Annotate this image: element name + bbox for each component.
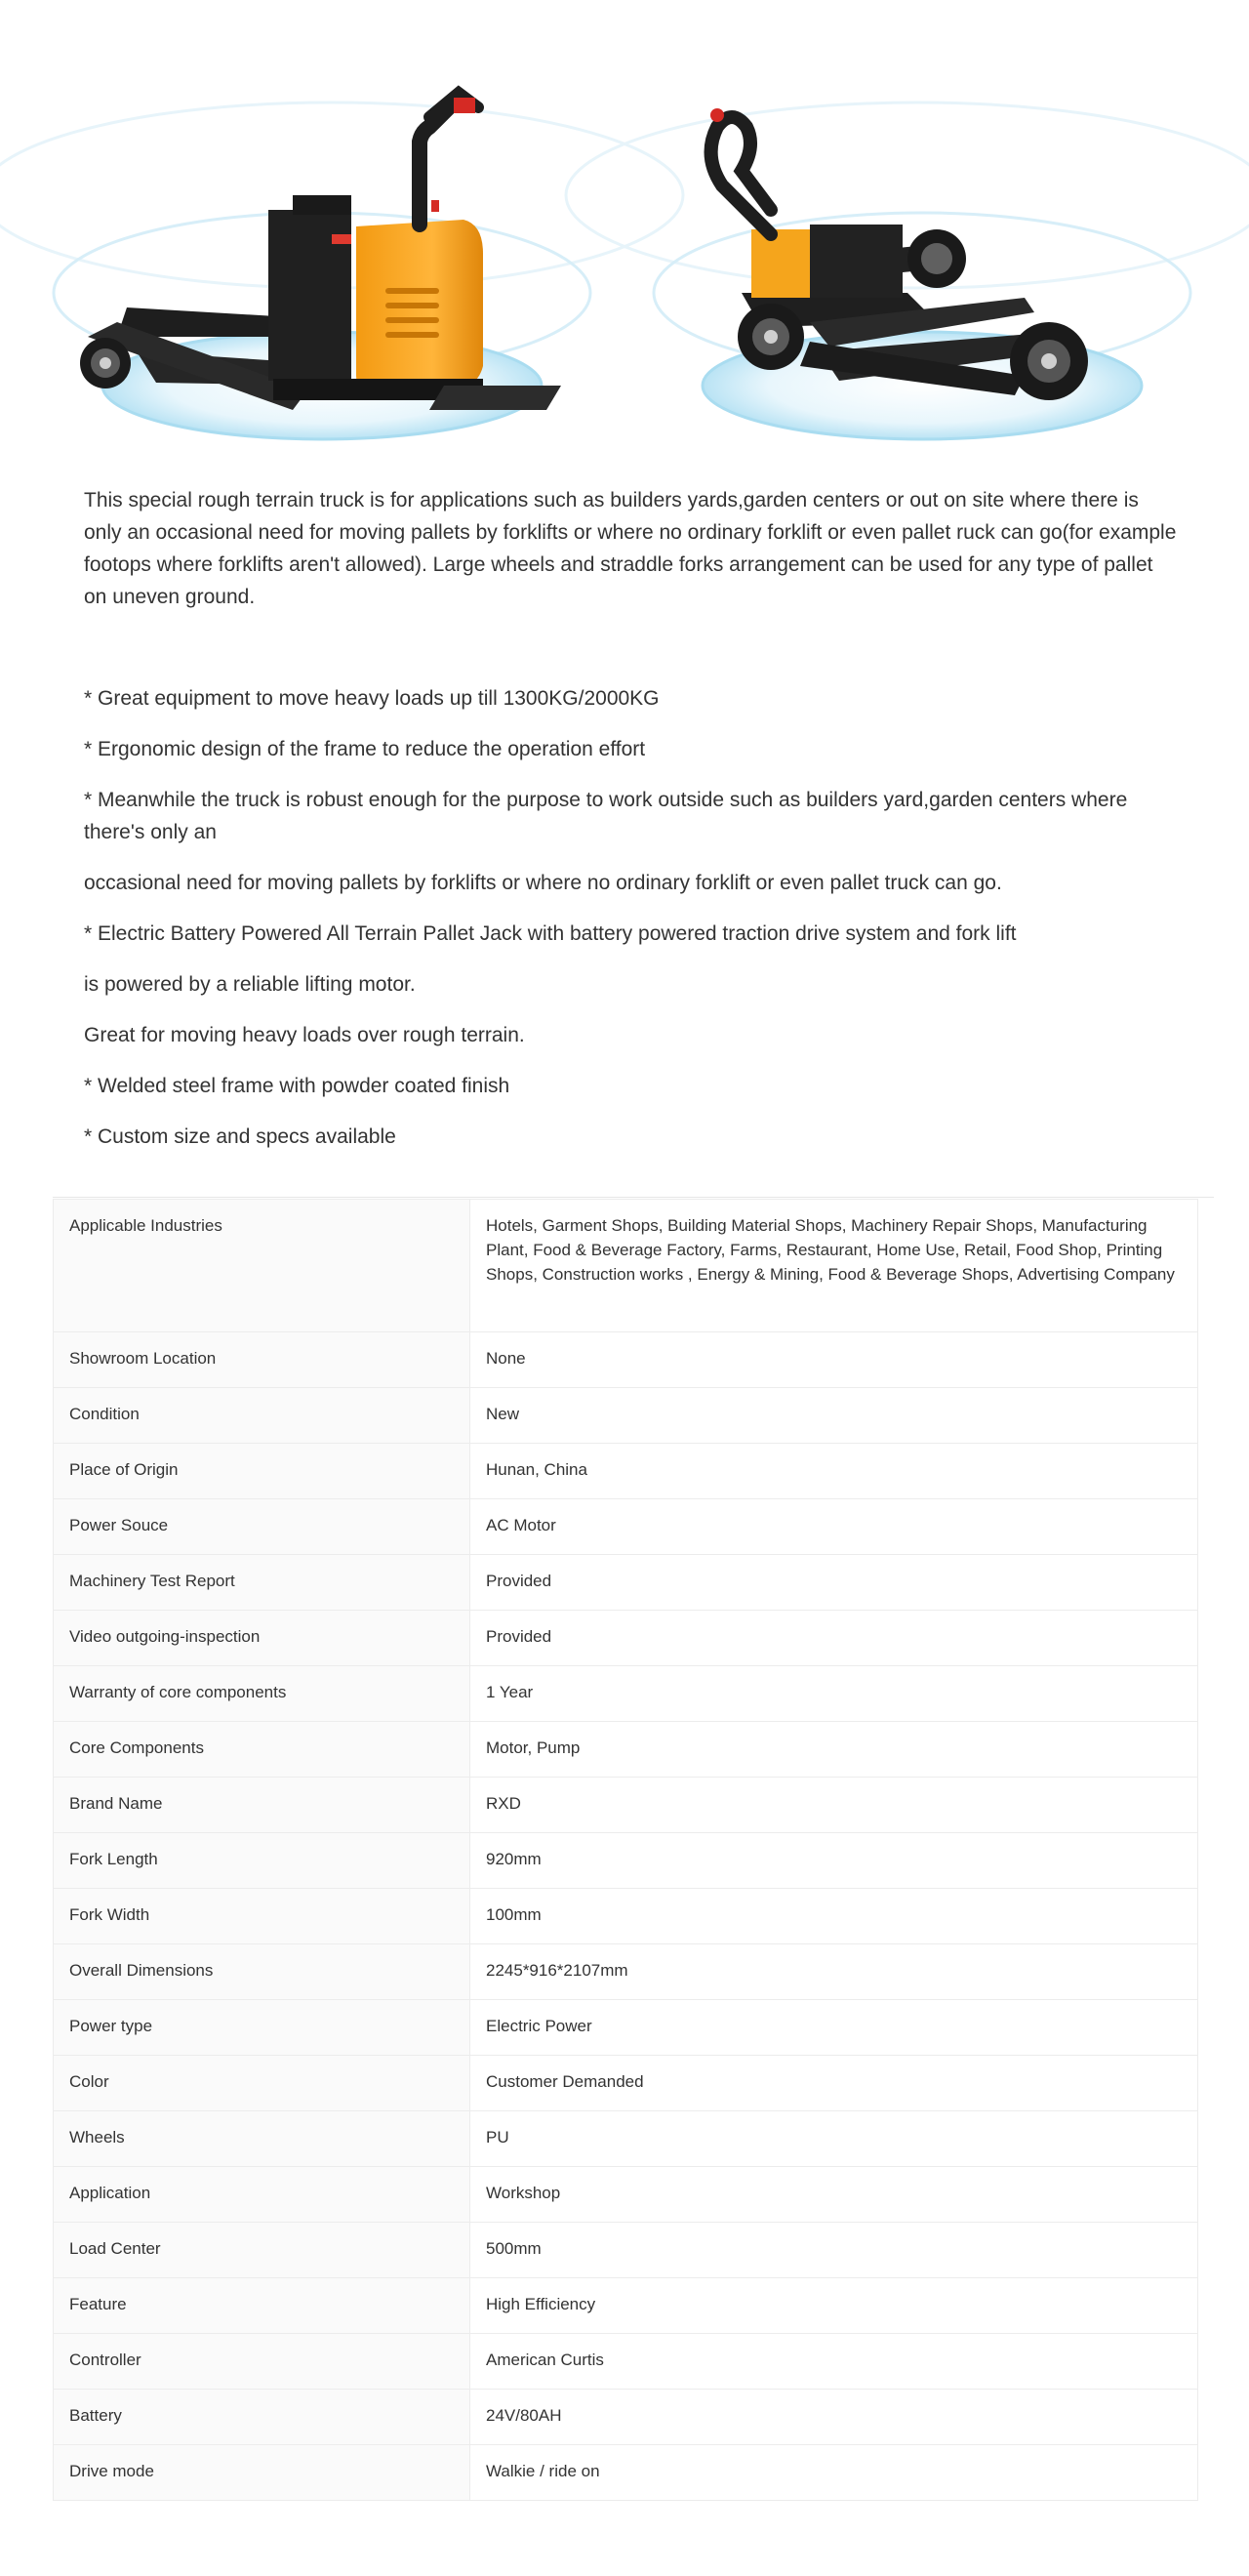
- spec-value: 500mm: [470, 2223, 1198, 2278]
- spec-key: Controller: [54, 2334, 470, 2390]
- spec-value: Hunan, China: [470, 1444, 1198, 1499]
- spec-value: American Curtis: [470, 2334, 1198, 2390]
- spec-key: Drive mode: [54, 2445, 470, 2501]
- table-row: [54, 1833, 1198, 1889]
- spec-value: High Efficiency: [470, 2278, 1198, 2334]
- spec-key: Application: [54, 2167, 470, 2223]
- pallet-truck-orange-icon: [80, 93, 561, 439]
- table-row: [54, 1611, 1198, 1666]
- spec-value: Workshop: [470, 2167, 1198, 2223]
- table-row: [54, 1778, 1198, 1833]
- spec-key: Overall Dimensions: [54, 1944, 470, 2000]
- spec-value: AC Motor: [470, 1499, 1198, 1555]
- spec-value: Motor, Pump: [470, 1722, 1198, 1778]
- table-row: [54, 1388, 1198, 1444]
- spec-key: Feature: [54, 2278, 470, 2334]
- spec-key: Fork Width: [54, 1889, 470, 1944]
- table-row: [54, 2000, 1198, 2056]
- spec-key: Power Souce: [54, 1499, 470, 1555]
- feature-item: * Welded steel frame with powder coated finish: [84, 1075, 510, 1097]
- spec-value: PU: [470, 2111, 1198, 2167]
- spec-key: Battery: [54, 2390, 470, 2445]
- table-row: [54, 1200, 1198, 1332]
- spec-key: Load Center: [54, 2223, 470, 2278]
- table-row: [54, 1444, 1198, 1499]
- spec-value: Provided: [470, 1611, 1198, 1666]
- feature-item: * Custom size and specs available: [84, 1125, 396, 1148]
- feature-item: Great for moving heavy loads over rough terrain.: [84, 1024, 525, 1046]
- spec-value: 100mm: [470, 1889, 1198, 1944]
- spec-value: 1 Year: [470, 1666, 1198, 1722]
- table-row: [54, 2167, 1198, 2223]
- spec-key: Place of Origin: [54, 1444, 470, 1499]
- spec-key: Showroom Location: [54, 1332, 470, 1388]
- spec-value: 920mm: [470, 1833, 1198, 1889]
- spec-key: Condition: [54, 1388, 470, 1444]
- table-row: [54, 2111, 1198, 2167]
- table-row: [54, 1332, 1198, 1388]
- hero-illustration: [0, 0, 1249, 469]
- table-row: [54, 1555, 1198, 1611]
- table-row: [54, 2445, 1198, 2501]
- feature-item: is powered by a reliable lifting motor.: [84, 973, 416, 996]
- table-row: [54, 2334, 1198, 2390]
- spec-key: Machinery Test Report: [54, 1555, 470, 1611]
- spec-value: Provided: [470, 1555, 1198, 1611]
- spec-key: Fork Length: [54, 1833, 470, 1889]
- divider: [53, 1197, 1214, 1198]
- spec-key: Applicable Industries: [54, 1200, 470, 1332]
- spec-key: Power type: [54, 2000, 470, 2056]
- spec-key: Wheels: [54, 2111, 470, 2167]
- spec-value: 2245*916*2107mm: [470, 1944, 1198, 2000]
- table-row: [54, 2390, 1198, 2445]
- spec-key: Color: [54, 2056, 470, 2111]
- feature-item: * Great equipment to move heavy loads up till 1300KG/2000KG: [84, 687, 660, 710]
- spec-value: Hotels, Garment Shops, Building Material Shops, Machinery Repair Shops, Manufacturing Plant, Food & Beverage Factory, Farms, Restaurant, Home Use, Retail, Food Shop, Printing Shops, Construction works , Energy & Mining, Food & Beverage Shops, Advertising Company: [470, 1200, 1198, 1332]
- spec-key: Video outgoing-inspection: [54, 1611, 470, 1666]
- table-row: [54, 1722, 1198, 1778]
- table-row: [54, 1944, 1198, 2000]
- spec-key: Brand Name: [54, 1778, 470, 1833]
- table-row: [54, 2056, 1198, 2111]
- spec-value: RXD: [470, 1778, 1198, 1833]
- table-row: [54, 2278, 1198, 2334]
- spec-value: Electric Power: [470, 2000, 1198, 2056]
- rough-terrain-pallet-truck-icon: [703, 108, 1142, 439]
- feature-item: * Ergonomic design of the frame to reduce the operation effort: [84, 738, 646, 760]
- spec-value: None: [470, 1332, 1198, 1388]
- feature-item: occasional need for moving pallets by forklifts or where no ordinary forklift or even pallet truck can go.: [84, 872, 1002, 894]
- spec-key: Core Components: [54, 1722, 470, 1778]
- spec-value: 24V/80AH: [470, 2390, 1198, 2445]
- spec-table: [53, 1199, 1198, 2501]
- table-row: [54, 1499, 1198, 1555]
- spec-value: Walkie / ride on: [470, 2445, 1198, 2501]
- table-row: [54, 2223, 1198, 2278]
- table-row: [54, 1666, 1198, 1722]
- table-row: [54, 1889, 1198, 1944]
- spec-key: Warranty of core components: [54, 1666, 470, 1722]
- feature-item: * Meanwhile the truck is robust enough for the purpose to work outside such as builders yard,garden centers where there's only an: [84, 789, 1128, 843]
- feature-item: * Electric Battery Powered All Terrain Pallet Jack with battery powered traction drive system and fork lift: [84, 922, 1017, 945]
- spec-value: Customer Demanded: [470, 2056, 1198, 2111]
- spec-value: New: [470, 1388, 1198, 1444]
- hero-banner: [0, 0, 1249, 469]
- description-text: This special rough terrain truck is for applications such as builders yards,garden centers or out on site where there is only an occasional need for moving pallets by forklifts or where no ordinary forklift or even pallet ruck can go(for example footops where forklifts aren't allowed). Large wheels and straddle forks arrangement can be used for any type of pallet on uneven ground.: [84, 489, 1177, 608]
- product-description: [84, 484, 1177, 613]
